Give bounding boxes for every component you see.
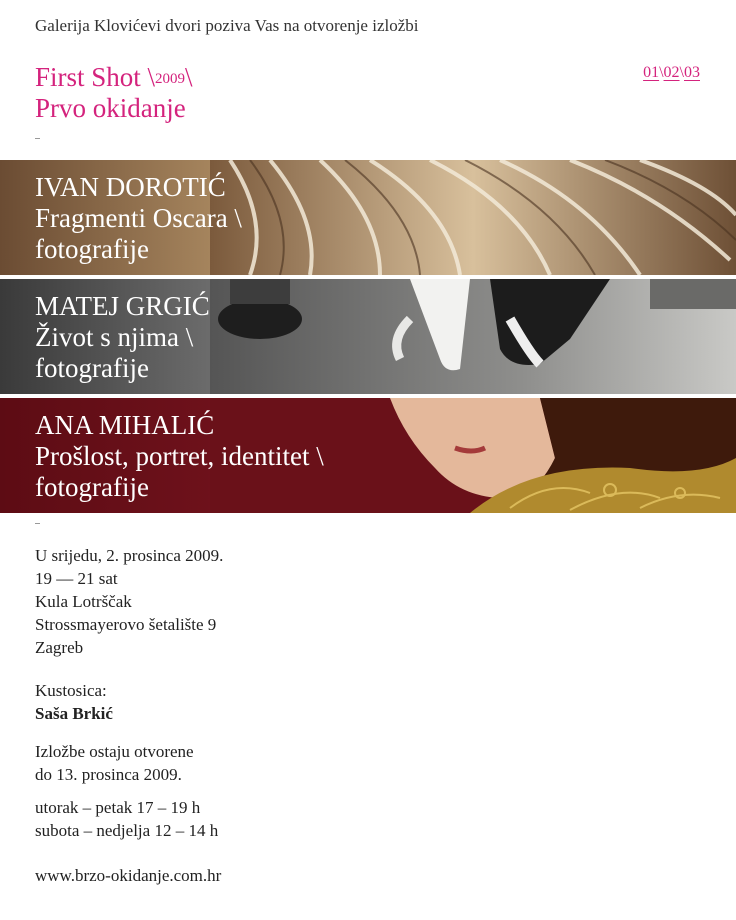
- photo-dog-and-shoe: [210, 279, 736, 394]
- artist-name: IVAN DOROTIĆ: [35, 172, 226, 202]
- exhibition-band-grgic: [0, 279, 736, 394]
- title-year-slash: \: [185, 62, 193, 92]
- divider: [35, 138, 40, 139]
- curator-label: Kustosica:: [35, 681, 107, 700]
- artist-name: ANA MIHALIĆ: [35, 410, 215, 440]
- curator-block: [35, 679, 113, 725]
- closing-date-block: [35, 740, 194, 786]
- artist-name: MATEJ GRGIĆ: [35, 291, 210, 321]
- event-street: Strossmayerovo šetalište 9: [35, 615, 217, 634]
- work-medium: fotografije: [35, 234, 149, 264]
- open-line1: Izložbe ostaju otvorene: [35, 742, 194, 761]
- photo-curved-slats: [210, 160, 736, 275]
- exhibition-band-dorotic: [0, 160, 736, 275]
- hours-weekend: subota – nedjelja 12 – 14 h: [35, 821, 219, 840]
- event-details: [35, 544, 223, 659]
- event-date: U srijedu, 2. prosinca 2009.: [35, 546, 224, 565]
- exhibition-label-3: [35, 410, 324, 503]
- exhibition-band-mihalic: [0, 398, 736, 513]
- page-link-03[interactable]: 03: [684, 64, 700, 81]
- event-venue: Kula Lotrščak: [35, 592, 132, 611]
- title-line2: Prvo okidanje: [35, 93, 186, 123]
- work-medium: fotografije: [35, 472, 149, 502]
- page-link-01[interactable]: 01: [643, 64, 660, 81]
- work-title: Fragmenti Oscara \: [35, 203, 242, 233]
- divider: [35, 523, 40, 524]
- opening-hours: [35, 796, 218, 842]
- invitation-intro: Galerija Klovićevi dvori poziva Vas na otvorenje izložbi: [35, 16, 419, 35]
- work-title: Prošlost, portret, identitet \: [35, 441, 324, 471]
- event-city: Zagreb: [35, 638, 84, 657]
- exhibition-label-1: [35, 172, 242, 265]
- title-line1: First Shot \: [35, 62, 156, 92]
- hours-weekdays: utorak – petak 17 – 19 h: [35, 798, 201, 817]
- open-line2: do 13. prosinca 2009.: [35, 765, 182, 784]
- website-link[interactable]: www.brzo-okidanje.com.hr: [35, 866, 222, 885]
- work-title: Život s njima \: [35, 322, 194, 352]
- exhibition-title: [35, 62, 193, 124]
- title-year: 2009: [155, 71, 186, 87]
- exhibition-label-2: [35, 291, 210, 384]
- work-medium: fotografije: [35, 353, 149, 383]
- event-time: 19 — 21 sat: [35, 569, 118, 588]
- page-link-02[interactable]: 02: [663, 64, 680, 81]
- page-navigation: 01\02\03: [643, 64, 700, 81]
- curator-name: Saša Brkić: [35, 704, 113, 723]
